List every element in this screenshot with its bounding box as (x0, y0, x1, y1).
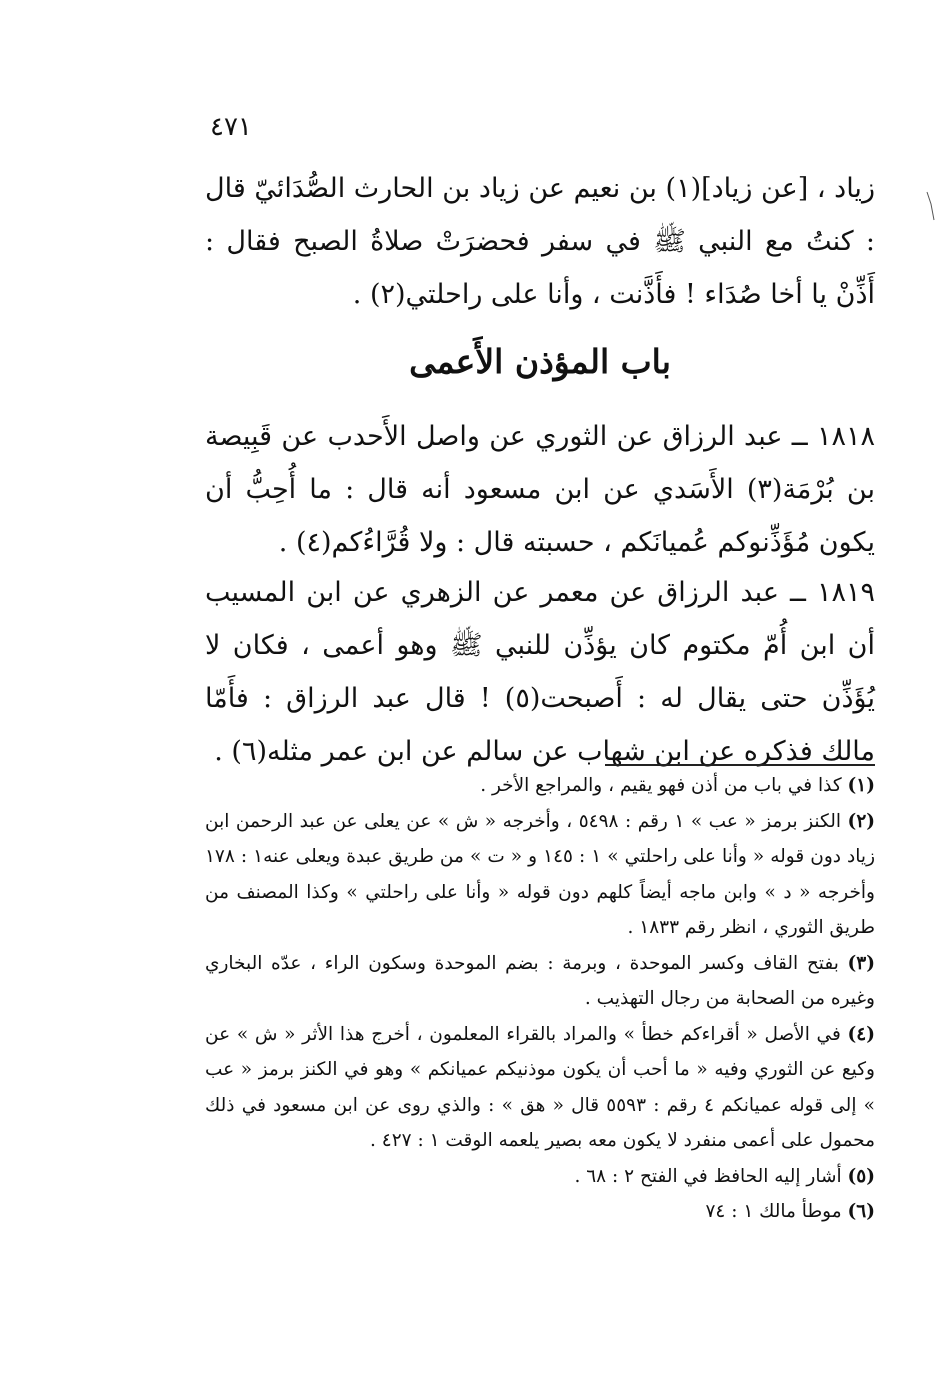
hadith-1819-text: ١٨١٩ ــ عبد الرزاق عن معمر عن الزهري عن ابن المسيب أن ابن أُمّ مكتوم كان يؤذِّن للنبي ﷺ وهو أعمى ، فكان لا يُؤَذِّن حتى يقال له : أَصبحت(٥) ! قال عبد الرزاق : فأَمّا مالك فذكره عن ابن شهاب عن سالم عن ابن عمر مثله(٦) . (205, 577, 875, 767)
footnote (205, 1017, 875, 1159)
footnote (205, 804, 875, 946)
footnote-text: الكنز برمز « عب » ١ رقم : ٥٤٩٨ ، وأخرجه « ش » عن يعلى عن عبد الرحمن ابن زياد دون قوله « وأنا على راحلتي » ١ : ١٤٥ و « ت » من طريق عبدة ويعلى عنه١ : ١٧٨ وأخرجه « د » وابن ماجه أيضاً كلهم دون قوله « وأنا على راحلتي » وكذا المصنف من طريق الثوري ، انظر رقم ١٨٣٣ . (205, 810, 876, 938)
footnote-number: (٢) (847, 810, 876, 832)
footnote-number: (٥) (847, 1165, 875, 1187)
footnotes (205, 768, 875, 1230)
hadith-1818-text: ١٨١٨ ــ عبد الرزاق عن الثوري عن واصل الأَحدب عن قَبِيصة بن بُرْمَة(٣) الأَسَدي عن ابن مسعود أنه قال : ما أُحِبُّ أن يكون مُؤَذِّنوكم عُميانَكم ، حسبته قال : ولا قُرَّاءُكم(٤) . (205, 421, 875, 558)
footnote-text: في الأصل « أقراءكم خطأ » والمراد بالقراء المعلمون ، أخرج هذا الأثر « ش » عن وكيع عن الثوري وفيه « ما أحب أن يكون موذنيكم عميانكم » وهو في الكنز برمز « عب » إلى قوله عميانكم ٤ رقم : ٥٥٩٣ قال « هق » : والذي روى عن ابن مسعود في ذلك محمول على أعمى منفرد لا يكون معه بصير يلعمه الوقت ١ : ٤٢٧ . (205, 1023, 876, 1151)
page-number: ٤٧١ (210, 112, 252, 142)
footnote (205, 768, 875, 804)
footnote (205, 1194, 875, 1230)
intro-paragraph (205, 162, 875, 321)
chapter-heading: باب المؤذن الأَعمى (409, 342, 671, 381)
footnote-text: أشار إليه الحافظ في الفتح ٢ : ٦٨ . (574, 1165, 842, 1187)
footnote-number: (٣) (847, 952, 875, 974)
footnote-number: (٦) (847, 1201, 875, 1222)
footnote-text: كذا في باب من أذن فهو يقيم ، والمراجع الأخر . (480, 775, 842, 796)
footnote-number: (١) (847, 775, 875, 796)
footnote-text: بفتح القاف وكسر الموحدة ، وبرمة : بضم الموحدة وسكون الراء ، عدّه البخاري وغيره من الصحابة من رجال التهذيب . (205, 952, 875, 1009)
footnote-text: موطأ مالك ١ : ٧٤ (705, 1201, 842, 1222)
scan-mark (925, 190, 937, 230)
footnote (205, 946, 875, 1017)
hadith-1818 (205, 410, 875, 569)
footnote (205, 1159, 875, 1195)
intro-text: زياد ، [عن زياد](١) بن نعيم عن زياد بن الحارث الصُّدَائيّ قال : كنتُ مع النبي ﷺ في سفر فحضرَتْ صلاةُ الصبح فقال : أَذِّنْ يا أخا صُدَاء ! فأَذَّنت ، وأنا على راحلتي(٢) . (205, 173, 875, 310)
hadith-1819 (205, 566, 875, 778)
footnote-separator (605, 764, 875, 766)
footnote-number: (٤) (847, 1023, 875, 1045)
